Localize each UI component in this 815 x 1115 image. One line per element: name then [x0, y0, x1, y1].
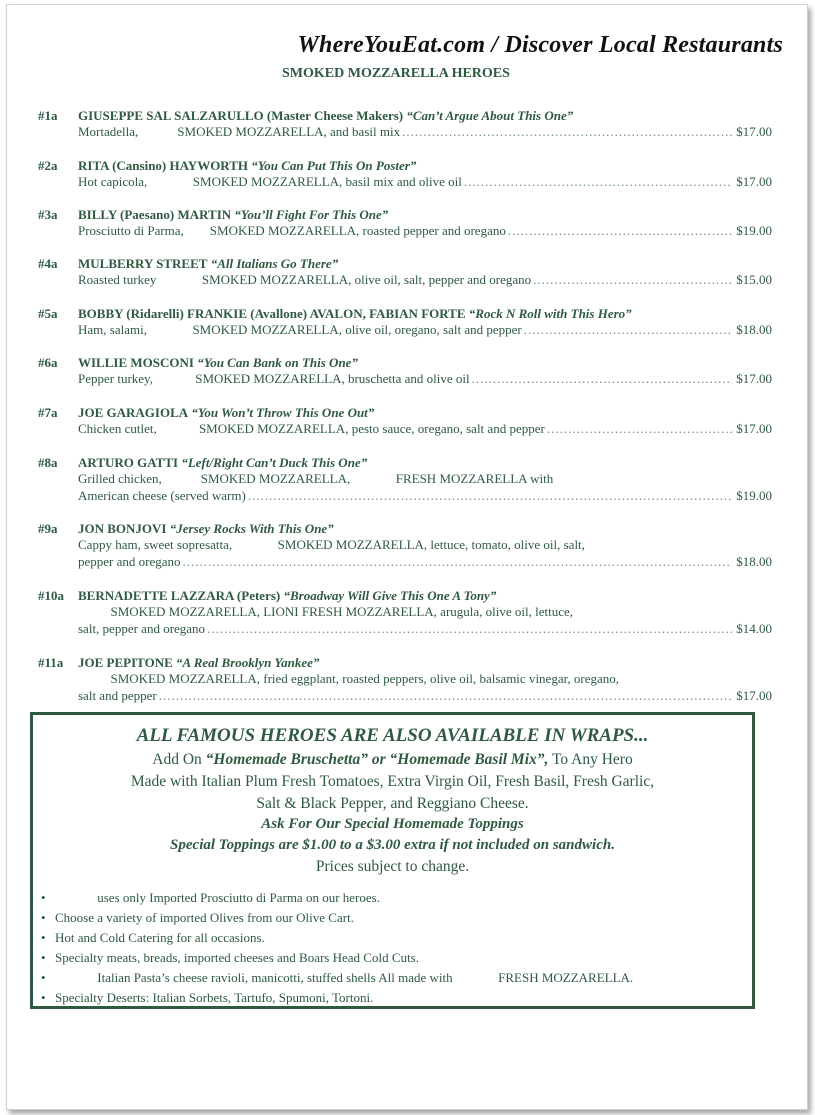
item-description: Pepper turkey, SMOKED MOZZARELLA, bruschetta and olive oil	[78, 371, 470, 386]
item-description-line	[78, 554, 772, 570]
dot-leader	[183, 554, 733, 570]
seasoning-line: Salt & Black Pepper, and Reggiano Cheese.	[256, 795, 529, 812]
item-description-line	[78, 124, 772, 140]
item-description: salt and pepper	[78, 688, 157, 703]
item-name: JON BONJOVI	[78, 521, 167, 536]
item-number: #11a	[38, 655, 64, 670]
item-number: #1a	[38, 108, 58, 123]
item-description: Ham, salami, SMOKED MOZZARELLA, olive oil, oregano, salt and pepper	[78, 322, 522, 337]
list-item: • Choose a variety of imported Olives from our Olive Cart.	[41, 908, 633, 928]
item-name: BOBBY (Ridarelli) FRANKIE (Avallone) AVALON, FABIAN FORTE	[78, 306, 466, 321]
item-number: #10a	[38, 588, 64, 603]
list-item: • Specialty Deserts: Italian Sorbets, Tartufo, Spumoni, Tortoni.	[41, 988, 633, 1008]
item-tagline: “You Can Bank on This One”	[197, 355, 358, 370]
list-item: • Italian Pasta’s cheese ravioli, manicotti, stuffed shells All made with FRESH MOZZARELLA.	[41, 968, 633, 988]
special-toppings-price: Special Toppings are $1.00 to a $3.00 extra if not included on sandwich.	[170, 837, 615, 853]
item-heading	[78, 256, 338, 272]
dot-leader	[533, 272, 732, 288]
dot-leader	[248, 488, 732, 504]
item-heading	[78, 405, 374, 421]
item-name: RITA (Cansino) HAYWORTH	[78, 158, 249, 173]
item-price: $17.00	[736, 421, 772, 436]
dot-leader	[508, 223, 732, 239]
item-heading	[78, 588, 496, 604]
item-tagline: “Rock N Roll with This Hero”	[468, 306, 632, 321]
wraps-title: ALL FAMOUS HEROES ARE ALSO AVAILABLE IN WRAPS...	[136, 725, 649, 746]
addon-line: Add On “Homemade Bruschetta” or “Homemade Basil Mix”, To Any Hero	[152, 751, 633, 768]
item-tagline: “You’ll Fight For This One”	[234, 207, 389, 222]
item-description-line	[78, 223, 772, 239]
item-description-line	[78, 371, 772, 387]
item-description: SMOKED MOZZARELLA, LIONI FRESH MOZZARELLA, arugula, olive oil, lettuce,	[78, 604, 574, 619]
item-name: MULBERRY STREET	[78, 256, 208, 271]
dot-leader	[524, 322, 733, 338]
item-description-line	[78, 671, 772, 687]
item-tagline: “Can’t Argue About This One”	[406, 108, 574, 123]
item-name: JOE PEPITONE	[78, 655, 173, 670]
item-number: #3a	[38, 207, 58, 222]
item-description-line	[78, 604, 772, 620]
item-heading	[78, 207, 388, 223]
item-description-line	[78, 471, 772, 487]
dot-leader	[402, 124, 732, 140]
item-tagline: “You Won’t Throw This One Out”	[191, 405, 375, 420]
item-heading	[78, 306, 632, 322]
ingredients-line: Made with Italian Plum Fresh Tomatoes, Extra Virgin Oil, Fresh Basil, Fresh Garlic,	[130, 773, 655, 790]
item-description-line	[78, 688, 772, 704]
item-heading	[78, 355, 358, 371]
item-description: American cheese (served warm)	[78, 488, 246, 503]
item-description-line	[78, 421, 772, 437]
site-banner[interactable]: WhereYouEat.com / Discover Local Restaurants	[297, 32, 783, 58]
item-name: ARTURO GATTI	[78, 455, 179, 470]
item-description-line	[78, 488, 772, 504]
item-tagline: “All Italians Go There”	[210, 256, 339, 271]
list-item: • Specialty meats, breads, imported cheeses and Boars Head Cold Cuts.	[41, 948, 633, 968]
item-description-line	[78, 537, 772, 553]
item-price: $18.00	[736, 554, 772, 569]
dot-leader	[547, 421, 732, 437]
item-price: $17.00	[736, 174, 772, 189]
section-title: SMOKED MOZZARELLA HEROES	[282, 66, 510, 81]
item-name: GIUSEPPE SAL SALZARULLO (Master Cheese Makers)	[78, 108, 404, 123]
item-number: #6a	[38, 355, 58, 370]
item-number: #2a	[38, 158, 58, 173]
item-price: $15.00	[736, 272, 772, 287]
item-description: Mortadella, SMOKED MOZZARELLA, and basil mix	[78, 124, 401, 139]
dot-leader	[207, 621, 732, 637]
item-number: #7a	[38, 405, 58, 420]
item-price: $17.00	[736, 371, 772, 386]
item-number: #5a	[38, 306, 58, 321]
item-description: Grilled chicken, SMOKED MOZZARELLA, FRESH MOZZARELLA with	[78, 471, 554, 486]
item-tagline: “Jersey Rocks With This One”	[169, 521, 334, 536]
item-description: Hot capicola, SMOKED MOZZARELLA, basil mix and olive oil	[78, 174, 462, 189]
item-description-line	[78, 272, 772, 288]
item-tagline: “Left/Right Can’t Duck This One”	[181, 455, 368, 470]
item-price: $18.00	[736, 322, 772, 337]
item-heading	[78, 655, 319, 671]
special-toppings-heading: Ask For Our Special Homemade Toppings	[261, 816, 524, 832]
prices-note: Prices subject to change.	[315, 858, 470, 875]
item-heading	[78, 158, 416, 174]
item-description: Cappy ham, sweet sopresatta, SMOKED MOZZARELLA, lettuce, tomato, olive oil, salt,	[78, 537, 585, 552]
item-heading	[78, 108, 573, 124]
item-name: BILLY (Paesano) MARTIN	[78, 207, 232, 222]
dot-leader	[472, 371, 733, 387]
item-heading	[78, 455, 367, 471]
item-price: $14.00	[736, 621, 772, 636]
item-number: #9a	[38, 521, 58, 536]
item-heading	[78, 521, 334, 537]
item-price: $19.00	[736, 223, 772, 238]
item-number: #4a	[38, 256, 58, 271]
item-description-line	[78, 174, 772, 190]
item-tagline: “Broadway Will Give This One A Tony”	[283, 588, 497, 603]
item-description: Chicken cutlet, SMOKED MOZZARELLA, pesto sauce, oregano, salt and pepper	[78, 421, 545, 436]
list-item: • Hot and Cold Catering for all occasions.	[41, 928, 633, 948]
menu-page	[6, 4, 808, 1110]
item-tagline: “A Real Brooklyn Yankee”	[176, 655, 320, 670]
item-description: salt, pepper and oregano	[78, 621, 206, 636]
dot-leader	[464, 174, 732, 190]
item-description-line	[78, 621, 772, 637]
item-description: pepper and oregano	[78, 554, 181, 569]
item-description: SMOKED MOZZARELLA, fried eggplant, roasted peppers, olive oil, balsamic vinegar, oregano,	[78, 671, 620, 686]
item-description: Prosciutto di Parma, SMOKED MOZZARELLA, roasted pepper and oregano	[78, 223, 506, 238]
item-description-line	[78, 322, 772, 338]
list-item: • uses only Imported Prosciutto di Parma on our heroes.	[41, 888, 633, 908]
item-name: WILLIE MOSCONI	[78, 355, 194, 370]
item-tagline: “You Can Put This On Poster”	[251, 158, 417, 173]
item-price: $17.00	[736, 688, 772, 703]
item-name: JOE GARAGIOLA	[78, 405, 189, 420]
features-list	[41, 888, 633, 1008]
item-price: $17.00	[736, 124, 772, 139]
item-number: #8a	[38, 455, 58, 470]
item-name: BERNADETTE LAZZARA (Peters)	[78, 588, 281, 603]
item-price: $19.00	[736, 488, 772, 503]
item-description: Roasted turkey SMOKED MOZZARELLA, olive oil, salt, pepper and oregano	[78, 272, 532, 287]
dot-leader	[159, 688, 733, 704]
wraps-info-box	[30, 712, 755, 1009]
